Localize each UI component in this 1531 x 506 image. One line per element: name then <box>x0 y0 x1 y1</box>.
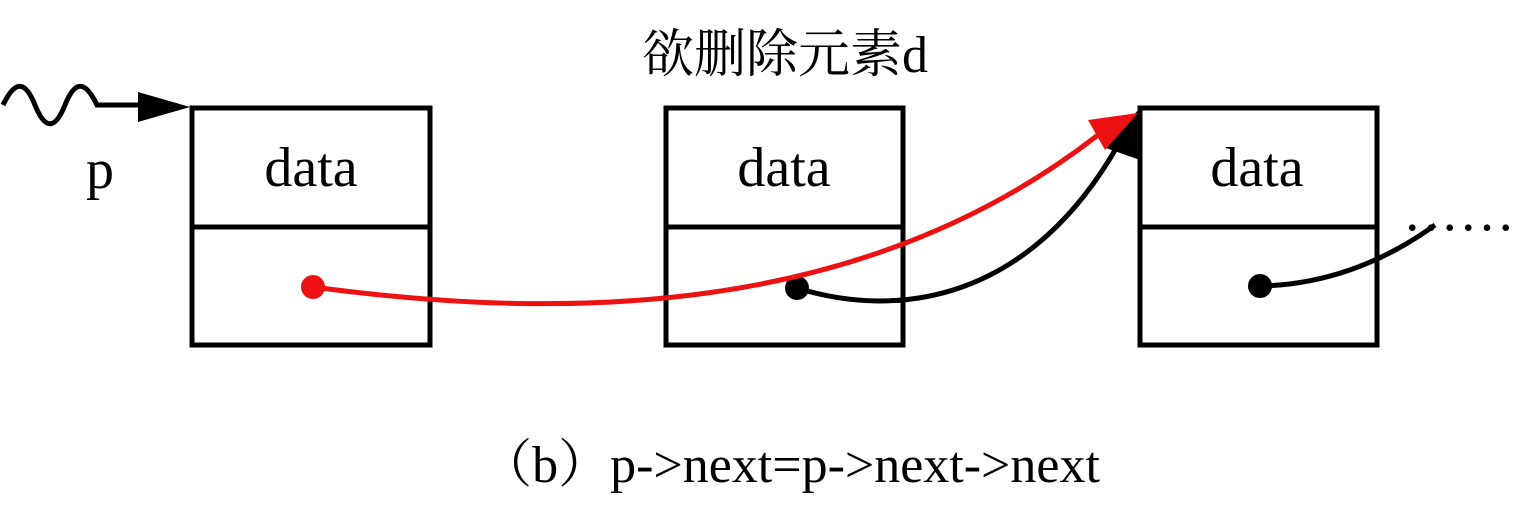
caption: （b）p->next=p->next->next <box>480 437 1100 494</box>
node-3-data-label: data <box>1210 137 1304 199</box>
node-3 <box>1140 108 1377 345</box>
pointer-label: p <box>86 139 114 201</box>
node-1-data-label: data <box>264 137 358 199</box>
node-2-data-label: data <box>737 137 831 199</box>
node-1 <box>192 108 430 345</box>
pointer-wave <box>3 86 140 124</box>
node-1-next-dot <box>301 275 325 299</box>
continuation-dots: …… <box>1403 181 1515 243</box>
node-3-next-dot <box>1248 274 1272 298</box>
title: 欲删除元素d <box>641 27 929 84</box>
pointer-arrowhead <box>138 92 190 122</box>
node-2 <box>666 108 903 345</box>
